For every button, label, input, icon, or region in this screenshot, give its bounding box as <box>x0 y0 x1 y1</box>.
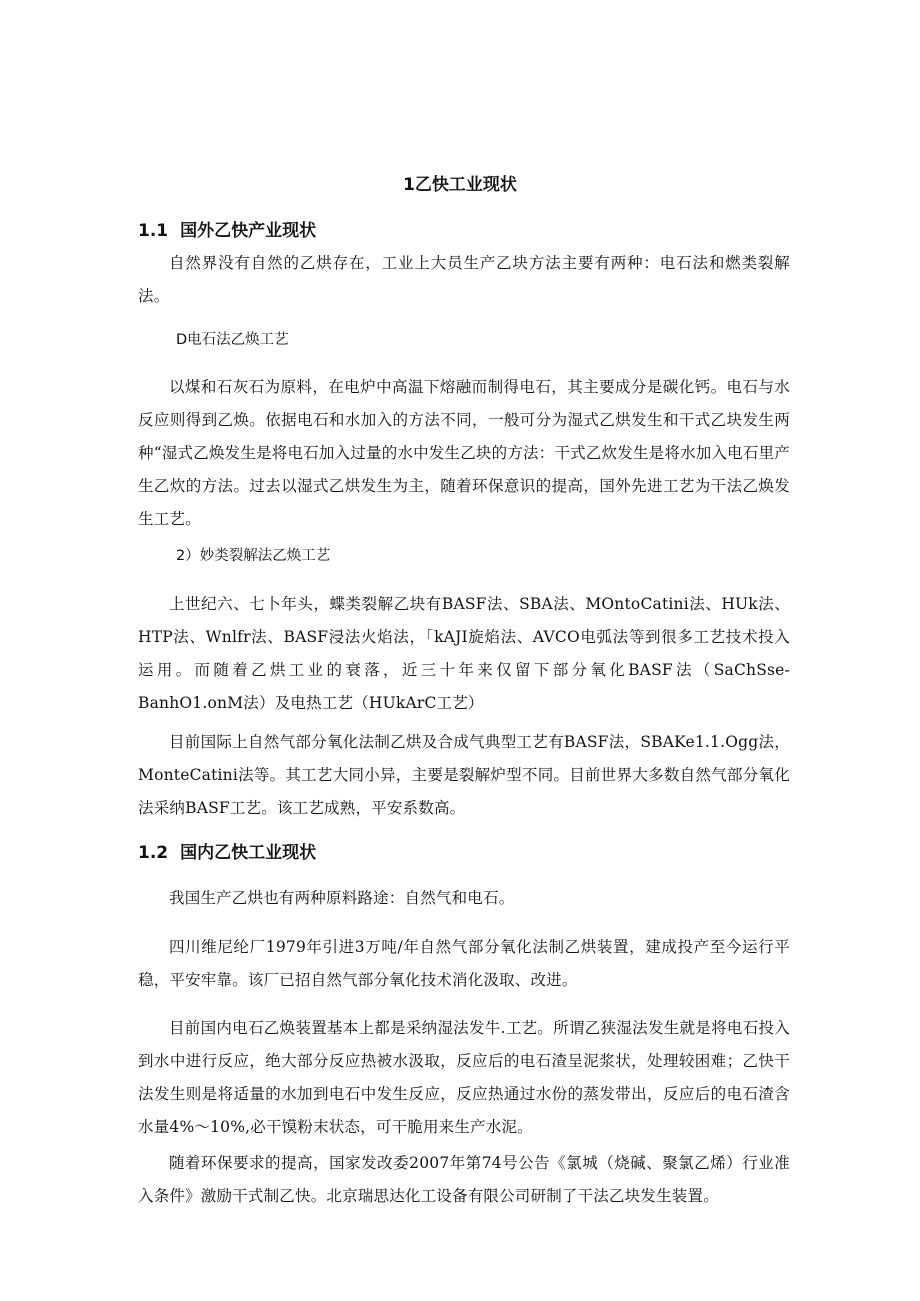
page-title: 1乙快工业现状 <box>403 175 517 195</box>
paragraph-wet-dry-process: 目前国内电石乙焕装置基本上都是采纳湿法发牛.工艺。所谓乙狭湿法发生就是将电石投入到水中进行反应，绝大部分反应热被水汲取，反应后的电石渣呈泥浆状，处理较困难；乙快干法发生则是将适量的水加到电石中发生反应，反应热通过水份的蒸发带出，反应后的电石渣含水量4%〜10%,必干馍粉末状态，可干脆用来生产水泥。 <box>138 1019 790 1136</box>
section-heading-1-1 <box>138 218 316 244</box>
paragraph-domestic-routes: 我国生产乙烘也有两种原料路途：自然气和电石。 <box>169 889 515 907</box>
section-number: 1.2 <box>138 843 169 863</box>
paragraph-cracking-methods: 上世纪六、七卜年头，蝶类裂解乙块有BASF法、SBA法、MOntoCatini法、HUk法、HTP法、Wnlfr法、BASF浸法火焰法，「kAJI旋焰法、AVCO电弧法等到很多工艺技术投入运用。而随着乙烘工业的衰落，近三十年来仅留下部分氧化BASF法（SaChSse-BanhO1.onM法）及电热工艺（HUkArC工艺） <box>138 595 790 712</box>
subheading-carbide-method: D电石法乙焕工艺 <box>176 332 289 348</box>
section-heading-1-2 <box>138 840 316 866</box>
paragraph-policy: 随着环保要求的提高，国家发改委2007年第74号公告《氯城（烧碱、聚氯乙烯）行业准入条件》激励干式制乙快。北京瑞思达化工设备有限公司研制了干法乙块发生装置。 <box>138 1154 790 1205</box>
section-title: 国外乙快产业现状 <box>180 221 317 241</box>
section-number: 1.1 <box>138 221 169 241</box>
paragraph-sichuan-plant: 四川维尼纶厂1979年引进3万吨/年自然气部分氧化法制乙烘装置，建成投产至今运行平稳，平安牢靠。该厂已招自然气部分氧化技术消化汲取、改进。 <box>138 938 790 989</box>
subheading-hydrocarbon-cracking: 2）妙类裂解法乙焕工艺 <box>176 548 331 564</box>
section-title: 国内乙快工业现状 <box>180 843 317 863</box>
paragraph-carbide-process: 以煤和石灰石为原料，在电炉中高温下熔融而制得电石，其主要成分是碳化钙。电石与水反应则得到乙焕。依据电石和水加入的方法不同，一般可分为湿式乙烘发生和干式乙块发生两种“湿式乙焕发生是将电石加入过量的水中发生乙块的方法：干式乙炊发生是将水加入电石里产生乙炊的方法。过去以湿式乙烘发生为主，随着环保意识的提高，国外先进工艺为干法乙焕发生工艺。 <box>138 378 790 528</box>
paragraph-natural-gas-processes: 目前国际上自然气部分氧化法制乙烘及合成气典型工艺有BASF法，SBAKe1.1.Ogg法，MonteCatini法等。其工艺大同小异，主要是裂解炉型不同。目前世界大多数自然气部分氧化法采纳BASF工艺。该工艺成熟，平安系数高。 <box>138 733 790 817</box>
paragraph-intro: 自然界没有自然的乙烘存在，工业上大员生产乙块方法主要有两种：电石法和燃类裂解法。 <box>138 254 790 305</box>
